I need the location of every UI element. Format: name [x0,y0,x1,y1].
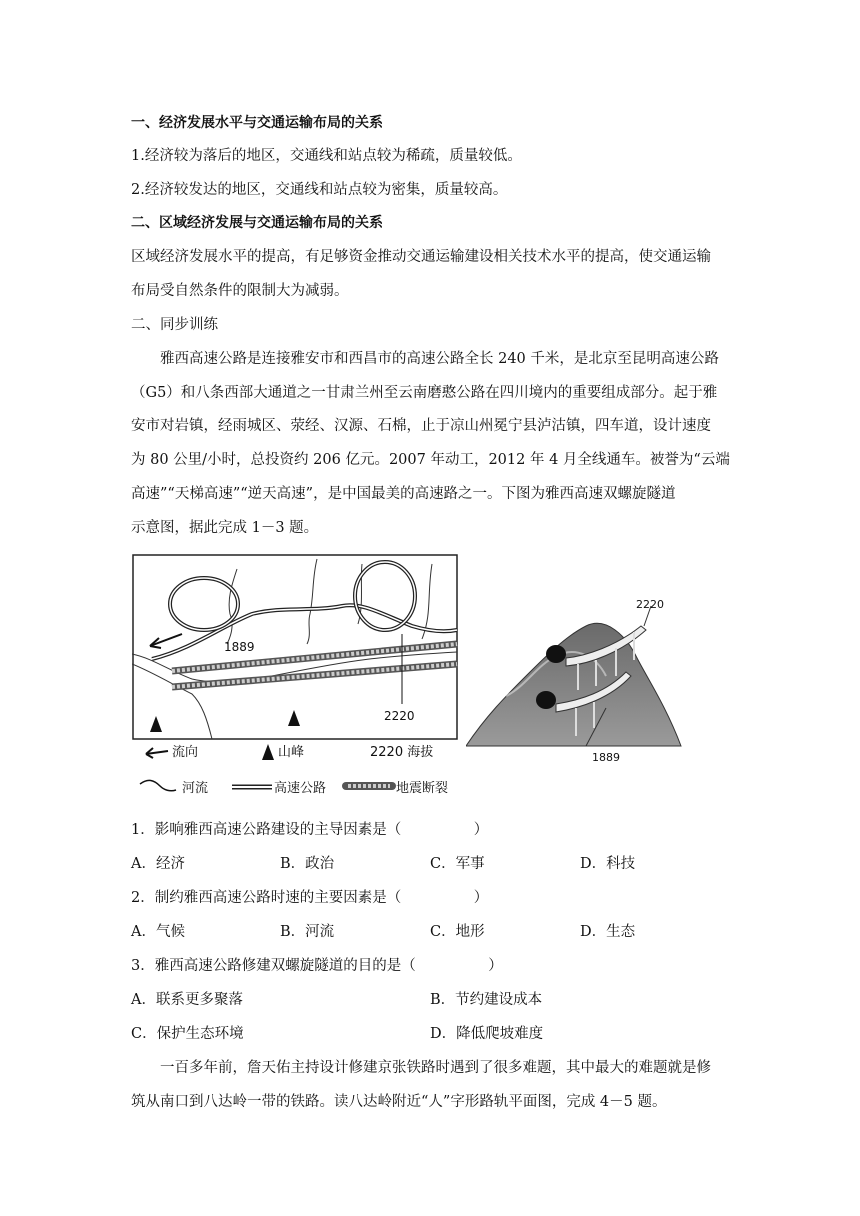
map-label-1889: 1889 [224,640,255,654]
question-3-option-c[interactable]: C．保护生态环境 [131,1026,244,1042]
map-legend [132,740,462,804]
perspective-label-2220: 2220 [636,598,664,611]
section-heading-2: 二、区域经济发展与交通运输布局的关系 [131,215,383,231]
tunnel-plan-map [132,554,458,740]
tunnel-perspective-illustration [466,596,686,766]
question-3-option-d[interactable]: D．降低爬坡难度 [430,1026,544,1042]
question-1-option-d[interactable]: D．科技 [580,856,636,872]
perspective-label-1889: 1889 [592,751,620,764]
legend-river: 河流 [182,781,209,796]
legend-fault: 地震断裂 [396,781,449,796]
question-2-option-a[interactable]: A．气候 [131,924,185,940]
question-2-option-d[interactable]: D．生态 [580,924,636,940]
section2-para-line-2: 布局受自然条件的限制大为减弱。 [131,283,349,299]
passage1-line-3: 安市对岩镇，经雨城区、荥经、汉源、石棉，止于凉山州冕宁县泸沽镇，四车道，设计速度 [131,418,711,434]
question-2-option-b[interactable]: B．河流 [280,924,335,940]
passage2-line-1: 一百多年前，詹天佑主持设计修建京张铁路时遇到了很多难题，其中最大的难题就是修 [160,1060,711,1076]
section2-para-line-1: 区域经济发展水平的提高，有足够资金推动交通运输建设相关技术水平的提高，使交通运输 [131,249,711,265]
map-label-2220: 2220 [384,709,415,723]
question-3-option-a[interactable]: A．联系更多聚落 [131,992,243,1008]
legend-flow: 流向 [172,745,199,760]
passage1-line-2: （G5）和八条西部大通道之一甘肃兰州至云南磨憨公路在四川境内的重要组成部分。起于雅 [131,385,718,401]
river-icon [140,780,176,790]
passage1-line-6: 示意图，据此完成 1－3 题。 [131,520,319,536]
question-1-option-c[interactable]: C．军事 [430,856,485,872]
section1-item-1: 1.经济较为落后的地区，交通线和站点较为稀疏，质量较低。 [131,148,522,164]
legend-highway: 高速公路 [274,781,327,796]
passage1-line-1: 雅西高速公路是连接雅安市和西昌市的高速公路全长 240 千米，是北京至昆明高速公路 [160,351,719,367]
question-1-option-b[interactable]: B．政治 [280,856,335,872]
question-1-stem: 1．影响雅西高速公路建设的主导因素是（ ） [131,822,489,838]
question-2-option-c[interactable]: C．地形 [430,924,485,940]
question-3-option-b[interactable]: B．节约建设成本 [430,992,543,1008]
passage1-line-4: 为 80 公里/小时，总投资约 206 亿元。2007 年动工，2012 年 4 月全线通车。被誉为“云端 [131,452,730,468]
question-2-stem: 2．制约雅西高速公路时速的主要因素是（ ） [131,890,489,906]
section-heading-3: 二、同步训练 [131,317,218,333]
question-3-stem: 3．雅西高速公路修建双螺旋隧道的目的是（ ） [131,958,503,974]
legend-elevation: 2220 海拔 [370,745,434,760]
peak-icon [262,744,274,760]
passage1-line-5: 高速”“天梯高速”“逆天高速”，是中国最美的高速路之一。下图为雅西高速双螺旋隧道 [131,486,676,502]
section-heading-1: 一、经济发展水平与交通运输布局的关系 [131,115,383,131]
section1-item-2: 2.经济较发达的地区，交通线和站点较为密集，质量较高。 [131,182,508,198]
question-1-option-a[interactable]: A．经济 [131,856,185,872]
legend-peak: 山峰 [278,745,305,760]
passage2-line-2: 筑从南口到八达岭一带的铁路。读八达岭附近“人”字形路轨平面图，完成 4－5 题。 [131,1094,667,1110]
